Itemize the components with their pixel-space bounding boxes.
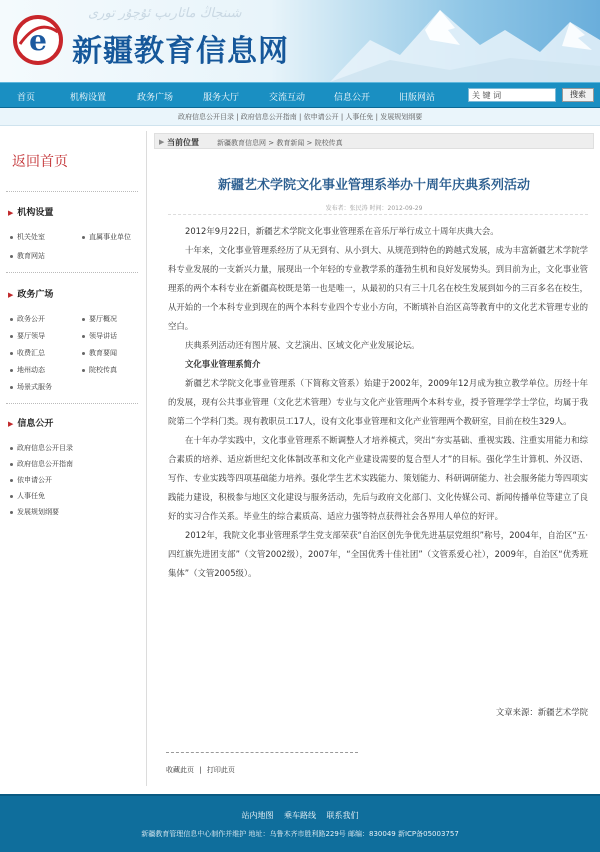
breadcrumb bbox=[154, 133, 594, 149]
sidebar-item[interactable] bbox=[82, 348, 117, 358]
article-paragraph: 2012年，我院文化事业管理系学生党支部荣获“自治区创先争优先进基层党组织”称号，2004年，自治区“五·四红旗先进团支部”（文管2002级），2007年，“全国优秀十佳社团”（文管系爱心社），2009年，自治区“优秀班集体”（文管2005级）。 bbox=[168, 530, 588, 578]
nav-old-site[interactable]: 旧版网站 bbox=[399, 93, 436, 103]
bullet-icon bbox=[82, 318, 85, 321]
bullet-icon bbox=[82, 369, 85, 372]
sidebar-item[interactable] bbox=[82, 365, 117, 375]
bullet-icon bbox=[10, 255, 13, 258]
nav-info-disclosure[interactable]: 信息公开 bbox=[334, 93, 371, 103]
divider bbox=[168, 214, 588, 215]
footer-link-sitemap[interactable]: 站内地图 bbox=[241, 811, 274, 820]
sidebar-item[interactable] bbox=[82, 331, 117, 341]
sidebar-item-label: 机关处室 bbox=[17, 233, 45, 241]
sidebar-item-label: 要厅概况 bbox=[89, 315, 117, 323]
divider bbox=[166, 752, 358, 753]
sidebar-item-label: 发展规划纲要 bbox=[17, 508, 59, 516]
bullet-icon bbox=[10, 479, 13, 482]
sidebar-section-government bbox=[8, 287, 53, 300]
sidebar-item-label: 院校传真 bbox=[89, 366, 117, 374]
sidebar-item[interactable] bbox=[10, 232, 45, 242]
site-footer bbox=[0, 794, 600, 852]
sidebar-item-label: 政府信息公开目录 bbox=[17, 444, 73, 452]
footer-info: 新疆教育管理信息中心制作并维护 地址：乌鲁木齐市胜利路229号 邮编：830049 新ICP备05003757 bbox=[141, 830, 459, 838]
footer-link-contact[interactable]: 联系我们 bbox=[326, 811, 359, 820]
triangle-icon: ▶ bbox=[8, 209, 14, 217]
print-link[interactable]: 打印此页 bbox=[206, 766, 235, 774]
nav-government-affairs[interactable]: 政务广场 bbox=[137, 93, 174, 103]
nav-home[interactable]: 首页 bbox=[17, 93, 36, 103]
sidebar-item[interactable] bbox=[10, 365, 45, 375]
bullet-icon bbox=[10, 495, 13, 498]
sidebar-item[interactable] bbox=[10, 475, 52, 485]
divider bbox=[6, 403, 138, 404]
article-source: 文章来源：新疆艺术学院 bbox=[495, 707, 588, 717]
arrow-icon: ▶ bbox=[159, 138, 165, 146]
search-input[interactable] bbox=[468, 88, 556, 102]
sidebar-item-label: 依申请公开 bbox=[17, 476, 52, 484]
article-paragraph: 新疆艺术学院文化事业管理系（下简称文管系）始建于2002年，2009年12月成为独立教学单位。历经十年的发展，现有公共事业管理（文化艺术管理）专业与文化产业管理两个本科专业，授予管理学学士学位，均属于我院第二个学科门类。现有教职员工17人，设有文化事业管理和文化产业管理两个教研室，目前在校生329人。 bbox=[168, 378, 588, 426]
sub-links-bar bbox=[0, 108, 600, 126]
main-nav bbox=[0, 82, 600, 108]
article-paragraph: 十年来，文化事业管理系经历了从无到有、从小到大、从规范到特色的跨越式发展，成为丰富新疆艺术学院学科专业发展的一支新兴力量，展现出一个年轻的专业教学系的蓬勃生机和良好发展势头。到目前为止，文化事业管理系的两个本科专业在新疆高校既是第一也是唯一，从最初的只有三十几名在校生发展到如今的三百多名在校生，从开始的一个本科专业到现在的两个本科专业四个专业小方向，不断填补自治区高等教育中的文化艺术管理专业的空白。 bbox=[168, 245, 588, 331]
svg-text:e: e bbox=[29, 24, 47, 57]
search-button[interactable]: 搜索 bbox=[562, 88, 594, 102]
bullet-icon bbox=[82, 335, 85, 338]
site-logo-icon[interactable] bbox=[12, 14, 64, 66]
sidebar-item-label: 直属事业单位 bbox=[89, 233, 131, 241]
section-title: 信息公开 bbox=[17, 419, 54, 429]
article-paragraph: 在十年办学实践中，文化事业管理系不断调整人才培养模式，突出“夯实基础、重视实践、注重实用能力和综合素质的培养、适应新世纪文化体制改革和文化产业建设需要的复合型人才”的目标。强化学生计算机、外汉语、写作、专业实践等四项基础能力培养。强化学生艺术实践能力、策划能力、科研调研能力、社会服务能力等四项实践能力建设，积极参与地区文化建设与服务活动，先后与政府文化部门、文化传媒公司、新闻传播单位等建立了良好的实习合作关系。毕业生的综合素质高、适应力强等特点获得社会各界用人单位的好评。 bbox=[168, 435, 588, 521]
sidebar-item[interactable] bbox=[82, 314, 117, 324]
sidebar-item-label: 收费汇总 bbox=[17, 349, 45, 357]
article-subheading: 文化事业管理系简介 bbox=[185, 359, 261, 369]
bullet-icon bbox=[10, 352, 13, 355]
separator: | bbox=[199, 766, 202, 774]
favorite-link[interactable]: 收藏此页 bbox=[166, 766, 194, 774]
sidebar-item[interactable] bbox=[10, 331, 45, 341]
breadcrumb-path[interactable]: 新疆教育信息网 > 教育新闻 > 院校传真 bbox=[217, 139, 343, 147]
sidebar-item[interactable] bbox=[10, 348, 45, 358]
divider bbox=[6, 272, 138, 273]
page-actions bbox=[166, 765, 235, 775]
bullet-icon bbox=[10, 386, 13, 389]
bullet-icon bbox=[10, 318, 13, 321]
article-paragraph: 庆典系列活动还有图片展、文艺演出、区域文化产业发展论坛。 bbox=[185, 340, 420, 350]
divider bbox=[6, 191, 138, 192]
article-title: 新疆艺术学院文化事业管理系举办十周年庆典系列活动 bbox=[217, 178, 530, 193]
sidebar-item-label: 人事任免 bbox=[17, 492, 45, 500]
sidebar-item-label: 教育网站 bbox=[17, 252, 45, 260]
bullet-icon bbox=[82, 236, 85, 239]
sidebar-item[interactable] bbox=[10, 382, 52, 392]
triangle-icon: ▶ bbox=[8, 420, 14, 428]
nav-organization[interactable]: 机构设置 bbox=[70, 93, 107, 103]
sidebar-item-label: 领导讲话 bbox=[89, 332, 117, 340]
breadcrumb-label: 当前位置 bbox=[167, 138, 199, 147]
sidebar-item[interactable] bbox=[10, 251, 45, 261]
sidebar-item[interactable] bbox=[82, 232, 131, 242]
bullet-icon bbox=[10, 369, 13, 372]
uyghur-site-title: شىنجاڭ مائارىپ ئۇچۇر تورى bbox=[88, 6, 242, 21]
sidebar-item-label: 政府信息公开指南 bbox=[17, 460, 73, 468]
sidebar-item-label: 教育要闻 bbox=[89, 349, 117, 357]
sidebar-item[interactable] bbox=[10, 314, 45, 324]
bullet-icon bbox=[10, 335, 13, 338]
article-paragraph: 2012年9月22日，新疆艺术学院文化事业管理系在音乐厅举行成立十周年庆典大会。 bbox=[185, 226, 499, 236]
footer-links bbox=[0, 810, 600, 821]
bullet-icon bbox=[82, 352, 85, 355]
sidebar-item-label: 政务公开 bbox=[17, 315, 45, 323]
bullet-icon bbox=[10, 463, 13, 466]
sidebar-section-organization bbox=[8, 205, 53, 218]
sidebar-item[interactable] bbox=[10, 459, 73, 469]
nav-service-hall[interactable]: 服务大厅 bbox=[203, 93, 240, 103]
nav-interaction[interactable]: 交流互动 bbox=[269, 93, 306, 103]
section-title: 机构设置 bbox=[17, 208, 54, 218]
bullet-icon bbox=[10, 511, 13, 514]
mountain-banner-image bbox=[330, 0, 600, 82]
sidebar bbox=[0, 131, 145, 786]
site-title[interactable]: 新疆教育信息网 bbox=[72, 34, 289, 69]
site-header bbox=[0, 0, 600, 82]
sidebar-item[interactable] bbox=[10, 443, 73, 453]
column-separator bbox=[146, 131, 147, 786]
sidebar-item[interactable] bbox=[10, 491, 45, 501]
info-disclosure-links[interactable]: 政府信息公开目录 | 政府信息公开指南 | 依申请公开 | 人事任免 | 发展规划纲要 bbox=[178, 113, 423, 121]
triangle-icon: ▶ bbox=[8, 291, 14, 299]
bullet-icon bbox=[10, 447, 13, 450]
section-title: 政务广场 bbox=[17, 290, 54, 300]
article-body bbox=[168, 222, 588, 583]
sidebar-item[interactable] bbox=[10, 507, 59, 517]
sidebar-item-label: 要厅领导 bbox=[17, 332, 45, 340]
bullet-icon bbox=[10, 236, 13, 239]
article-meta: 发布者：张民涛 时间：2012-09-29 bbox=[325, 205, 423, 212]
back-home-link[interactable]: 返回首页 bbox=[12, 154, 68, 170]
sidebar-section-info bbox=[8, 416, 53, 429]
footer-link-route[interactable]: 乘车路线 bbox=[284, 811, 316, 820]
sidebar-item-label: 地州动态 bbox=[17, 366, 45, 374]
sidebar-item-label: 场景式服务 bbox=[17, 383, 52, 391]
